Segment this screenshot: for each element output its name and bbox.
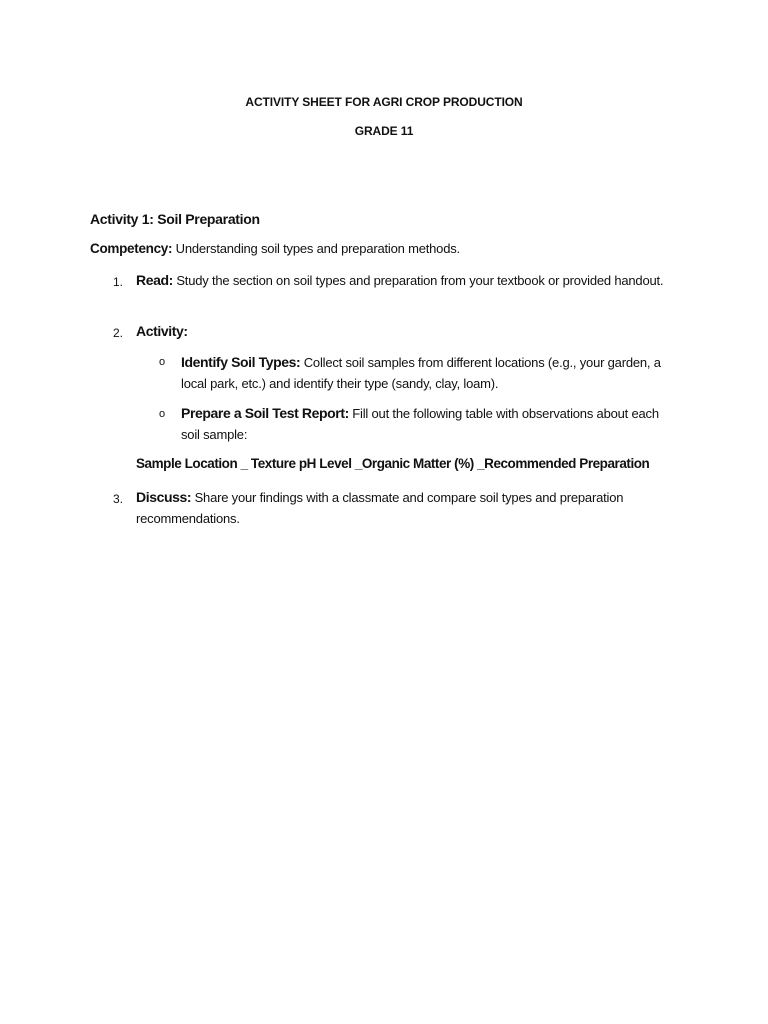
item-text: Study the section on soil types and preparation from your textbook or provided handout. xyxy=(172,273,664,288)
sub-item-text: Fill out the following table with observations about each soil sample: xyxy=(181,406,659,442)
soil-table-header: Sample Location _ Texture pH Level _Organic Matter (%) _Recommended Preparation xyxy=(136,456,650,471)
sub-item-soil-test-report xyxy=(181,403,676,445)
sub-item-label: Identify Soil Types: xyxy=(181,354,301,370)
item-label: Read: xyxy=(136,272,173,288)
sub-item-text: Collect soil samples from different locations (e.g., your garden, a local park, etc.) and identify their type (sandy, clay, loam). xyxy=(181,355,661,391)
list-item-activity xyxy=(136,321,681,342)
list-item-discuss xyxy=(136,487,681,529)
item-number: 2. xyxy=(113,326,124,340)
competency-text: Understanding soil types and preparation methods. xyxy=(172,241,460,256)
list-item-read xyxy=(136,270,681,291)
item-text: Share your findings with a classmate and compare soil types and preparation recommendations. xyxy=(136,490,624,526)
document-title: ACTIVITY SHEET FOR AGRI CROP PRODUCTION xyxy=(245,95,523,109)
bullet-marker: o xyxy=(159,356,166,368)
competency-label: Competency: xyxy=(90,241,173,256)
item-label: Discuss: xyxy=(136,489,192,505)
competency-line xyxy=(90,241,460,256)
activity-heading: Activity 1: Soil Preparation xyxy=(90,211,260,227)
item-number: 3. xyxy=(113,492,124,506)
sub-item-label: Prepare a Soil Test Report: xyxy=(181,405,349,421)
sub-item-identify-soil xyxy=(181,352,676,394)
bullet-marker: o xyxy=(159,408,166,420)
item-label: Activity: xyxy=(136,323,188,339)
item-number: 1. xyxy=(113,275,124,289)
grade-level: GRADE 11 xyxy=(354,124,414,138)
